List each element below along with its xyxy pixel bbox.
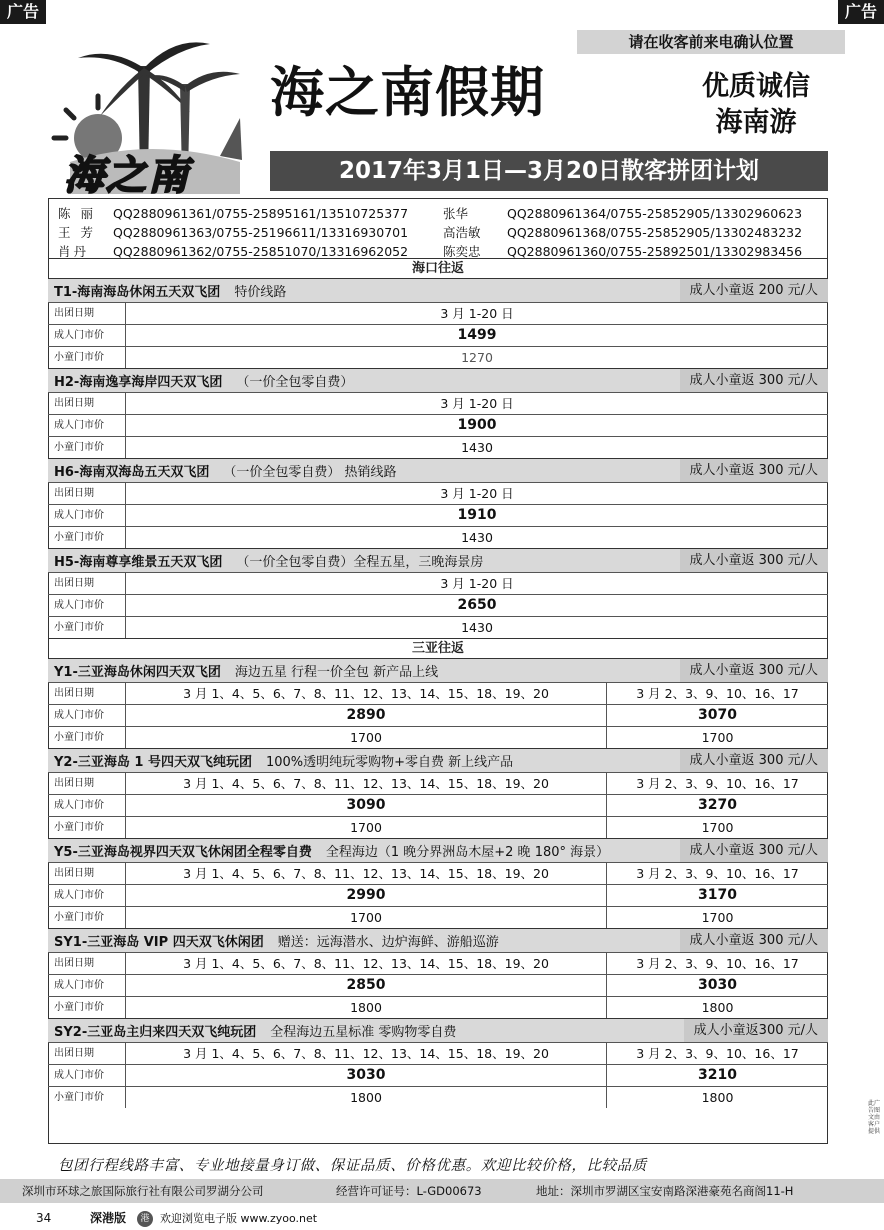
price-row [48, 572, 828, 594]
tour-rebate: 成人小童返 300 元/人 [680, 549, 828, 572]
row-label: 成人门市价 [48, 415, 126, 436]
date-cell-alt: 3 月 2、3、9、10、16、17 [606, 863, 828, 884]
adult-cell: 3090 [346, 797, 386, 813]
date-cell: 3 月 1-20 日 [440, 396, 514, 411]
price-row [48, 726, 828, 748]
tour-header [48, 278, 828, 302]
contact-info: QQ2880961368/0755-25852905/13302483232 [507, 225, 803, 240]
price-row [48, 392, 828, 414]
tour-rebate: 成人小童返 300 元/人 [680, 929, 828, 952]
tour-header [48, 748, 828, 772]
adult-cell: 1900 [457, 417, 497, 433]
price-row [48, 996, 828, 1018]
footer-agency: 深圳市环球之旅国际旅行社有限公司罗湖分公司 [22, 1184, 264, 1198]
tour-header [48, 1018, 828, 1042]
row-label: 小童门市价 [48, 437, 126, 458]
tour-code: SY1-三亚海岛 VIP 四天双飞休闲团 [54, 935, 264, 950]
contact-info: QQ2880961362/0755-25851070/13316962052 [113, 244, 409, 259]
tour-code: Y5-三亚海岛视界四天双飞休闲团全程零自费 [54, 845, 312, 860]
contact-name: 张华 [443, 206, 469, 221]
contact-name: 陈奕忠 [443, 244, 481, 259]
adult-cell: 2890 [346, 707, 386, 723]
tour-note: 全程海边五星标准 零购物零自费 [270, 1025, 457, 1040]
tour-code: SY2-三亚岛主归来四天双飞纯玩团 [54, 1025, 257, 1040]
price-row [48, 794, 828, 816]
contact-list [58, 204, 802, 261]
row-label: 成人门市价 [48, 325, 126, 346]
logo-text: 海之南 [64, 153, 190, 199]
price-row [48, 616, 828, 638]
tour-header [48, 838, 828, 862]
tour-code: Y1-三亚海岛休闲四天双飞团 [54, 665, 221, 680]
price-row [48, 772, 828, 794]
child-cell: 1700 [350, 910, 382, 925]
adult-cell: 3030 [346, 1067, 386, 1083]
row-label: 出团日期 [48, 303, 126, 324]
child-cell: 1700 [350, 730, 382, 745]
tour-code: H6-海南双海岛五天双飞团 [54, 465, 210, 480]
footer-bar [0, 1179, 884, 1203]
price-row [48, 1042, 828, 1064]
vertical-note: 此广告图文由客户提供 [868, 1100, 881, 1135]
row-label: 出团日期 [48, 393, 126, 414]
tour-header [48, 458, 828, 482]
adult-cell-alt: 3170 [606, 885, 828, 906]
contact-info: QQ2880961363/0755-25196611/13316930701 [113, 225, 409, 240]
price-row [48, 682, 828, 704]
page-footer [0, 1207, 884, 1230]
date-cell-alt: 3 月 2、3、9、10、16、17 [606, 773, 828, 794]
price-row [48, 504, 828, 526]
edition-label: 深港版 [90, 1211, 127, 1225]
adult-cell-alt: 3210 [606, 1065, 828, 1086]
price-row [48, 302, 828, 324]
row-label: 成人门市价 [48, 795, 126, 816]
adult-cell: 2650 [457, 597, 497, 613]
price-row [48, 906, 828, 928]
child-cell: 1430 [461, 530, 493, 545]
price-row [48, 324, 828, 346]
date-cell: 3 月 1、4、5、6、7、8、11、12、13、14、15、18、19、20 [183, 1046, 549, 1061]
adult-cell: 2850 [346, 977, 386, 993]
section-title: 三亚往返 [48, 638, 828, 658]
website-link[interactable]: 欢迎浏览电子版 www.zyoo.net [160, 1212, 318, 1225]
price-row [48, 482, 828, 504]
tour-header [48, 368, 828, 392]
tour-code: H5-海南尊享维景五天双飞团 [54, 555, 223, 570]
row-label: 成人门市价 [48, 975, 126, 996]
child-cell-alt: 1700 [606, 907, 828, 928]
price-row [48, 884, 828, 906]
adult-cell-alt: 3030 [606, 975, 828, 996]
row-label: 出团日期 [48, 683, 126, 704]
tour-code: Y2-三亚海岛 1 号四天双飞纯玩团 [54, 755, 252, 770]
tour-note: 海边五星 行程一价全包 新产品上线 [234, 665, 439, 680]
tour-rebate: 成人小童返 300 元/人 [680, 749, 828, 772]
date-cell: 3 月 1-20 日 [440, 576, 514, 591]
child-cell-alt: 1800 [606, 1087, 828, 1108]
slogan-line2: 海南游 [715, 107, 797, 138]
tour-note: （一价全包零自费）全程五星，三晚海景房 [236, 555, 484, 570]
child-cell: 1270 [461, 350, 493, 365]
date-cell-alt: 3 月 2、3、9、10、16、17 [606, 683, 828, 704]
footer-address: 地址：深圳市罗湖区宝安南路深港豪苑名商阁11-H [536, 1184, 794, 1198]
tour-header [48, 928, 828, 952]
row-label: 小童门市价 [48, 727, 126, 748]
contact-name: 肖丹 [58, 244, 90, 259]
date-cell-alt: 3 月 2、3、9、10、16、17 [606, 1043, 828, 1064]
date-cell: 3 月 1、4、5、6、7、8、11、12、13、14、15、18、19、20 [183, 956, 549, 971]
tour-rebate: 成人小童返 300 元/人 [680, 369, 828, 392]
footer-license: 经营许可证号：L-GD00673 [336, 1184, 482, 1198]
contact-name: 王 芳 [58, 225, 96, 240]
price-row [48, 816, 828, 838]
tour-rebate: 成人小童返 300 元/人 [680, 839, 828, 862]
date-cell: 3 月 1、4、5、6、7、8、11、12、13、14、15、18、19、20 [183, 866, 549, 881]
child-cell-alt: 1700 [606, 727, 828, 748]
child-cell: 1430 [461, 620, 493, 635]
price-row [48, 974, 828, 996]
ad-label-right: 广告 [838, 0, 884, 24]
child-cell: 1700 [350, 820, 382, 835]
ad-label-left: 广告 [0, 0, 46, 24]
date-cell: 3 月 1、4、5、6、7、8、11、12、13、14、15、18、19、20 [183, 776, 549, 791]
price-row [48, 1086, 828, 1108]
row-label: 出团日期 [48, 863, 126, 884]
contact-row [58, 204, 802, 223]
row-label: 小童门市价 [48, 527, 126, 548]
contact-info: QQ2880961360/0755-25892501/13302983456 [507, 244, 803, 259]
price-row [48, 862, 828, 884]
plan-title: 2017年3月1日—3月20日散客拼团计划 [270, 151, 828, 191]
adult-cell-alt: 3070 [606, 705, 828, 726]
footnote: 包团行程线路丰富、专业地接量身订做、保证品质、价格优惠。欢迎比较价格，比较品质 [58, 1158, 647, 1174]
row-label: 出团日期 [48, 573, 126, 594]
row-label: 小童门市价 [48, 907, 126, 928]
date-cell: 3 月 1、4、5、6、7、8、11、12、13、14、15、18、19、20 [183, 686, 549, 701]
row-label: 小童门市价 [48, 997, 126, 1018]
row-label: 出团日期 [48, 773, 126, 794]
price-row [48, 436, 828, 458]
price-row [48, 346, 828, 368]
tour-note: 特价线路 [234, 285, 287, 300]
row-label: 成人门市价 [48, 595, 126, 616]
child-cell: 1800 [350, 1000, 382, 1015]
brand-title: 海之南假期 [270, 60, 545, 124]
tour-rebate: 成人小童返 200 元/人 [680, 279, 828, 302]
confirm-notice: 请在收客前来电确认位置 [577, 30, 845, 54]
price-row [48, 414, 828, 436]
tour-note: （一价全包零自费） 热销线路 [223, 465, 397, 480]
adult-cell: 1499 [457, 327, 497, 343]
date-cell: 3 月 1-20 日 [440, 486, 514, 501]
tour-note: 全程海边（1 晚分界洲岛木屋+2 晚 180° 海景） [325, 845, 610, 860]
slogan-line1: 优质诚信 [702, 71, 810, 102]
row-label: 成人门市价 [48, 1065, 126, 1086]
contact-name: 陈 丽 [58, 206, 96, 221]
child-cell: 1800 [350, 1090, 382, 1105]
row-label: 成人门市价 [48, 505, 126, 526]
contact-name: 高浩敏 [443, 225, 481, 240]
row-label: 小童门市价 [48, 617, 126, 638]
date-cell-alt: 3 月 2、3、9、10、16、17 [606, 953, 828, 974]
adult-cell: 1910 [457, 507, 497, 523]
brand-logo [40, 26, 265, 199]
tour-rebate: 成人小童返 300 元/人 [680, 659, 828, 682]
contact-info: QQ2880961361/0755-25895161/13510725377 [113, 206, 409, 221]
edition-icon: 港 [137, 1211, 153, 1227]
price-row [48, 952, 828, 974]
child-cell: 1430 [461, 440, 493, 455]
row-label: 出团日期 [48, 953, 126, 974]
section-title: 海口往返 [48, 258, 828, 278]
row-label: 出团日期 [48, 483, 126, 504]
tour-rebate: 成人小童返 300 元/人 [680, 459, 828, 482]
row-label: 小童门市价 [48, 817, 126, 838]
tour-rebate: 成人小童返300 元/人 [684, 1019, 828, 1042]
date-cell: 3 月 1-20 日 [440, 306, 514, 321]
page-number: 34 [36, 1211, 52, 1225]
adult-cell: 2990 [346, 887, 386, 903]
contact-info: QQ2880961364/0755-25852905/13302960623 [507, 206, 803, 221]
row-label: 小童门市价 [48, 347, 126, 368]
tour-header [48, 658, 828, 682]
row-label: 小童门市价 [48, 1087, 126, 1108]
price-row [48, 526, 828, 548]
child-cell-alt: 1700 [606, 817, 828, 838]
tour-note: 100%透明纯玩零购物+零自费 新上线产品 [265, 755, 514, 770]
tour-header [48, 548, 828, 572]
row-label: 出团日期 [48, 1043, 126, 1064]
tour-code: H2-海南逸享海岸四天双飞团 [54, 375, 223, 390]
price-row [48, 1064, 828, 1086]
tour-code: T1-海南海岛休闲五天双飞团 [54, 285, 221, 300]
row-label: 成人门市价 [48, 885, 126, 906]
tour-note: 赠送：远海潜水、边炉海鲜、游船巡游 [277, 935, 499, 950]
price-row [48, 704, 828, 726]
price-row [48, 594, 828, 616]
child-cell-alt: 1800 [606, 997, 828, 1018]
tour-tables [48, 258, 828, 1108]
tour-note: （一价全包零自费） [236, 375, 354, 390]
contact-row [58, 223, 802, 242]
adult-cell-alt: 3270 [606, 795, 828, 816]
row-label: 成人门市价 [48, 705, 126, 726]
